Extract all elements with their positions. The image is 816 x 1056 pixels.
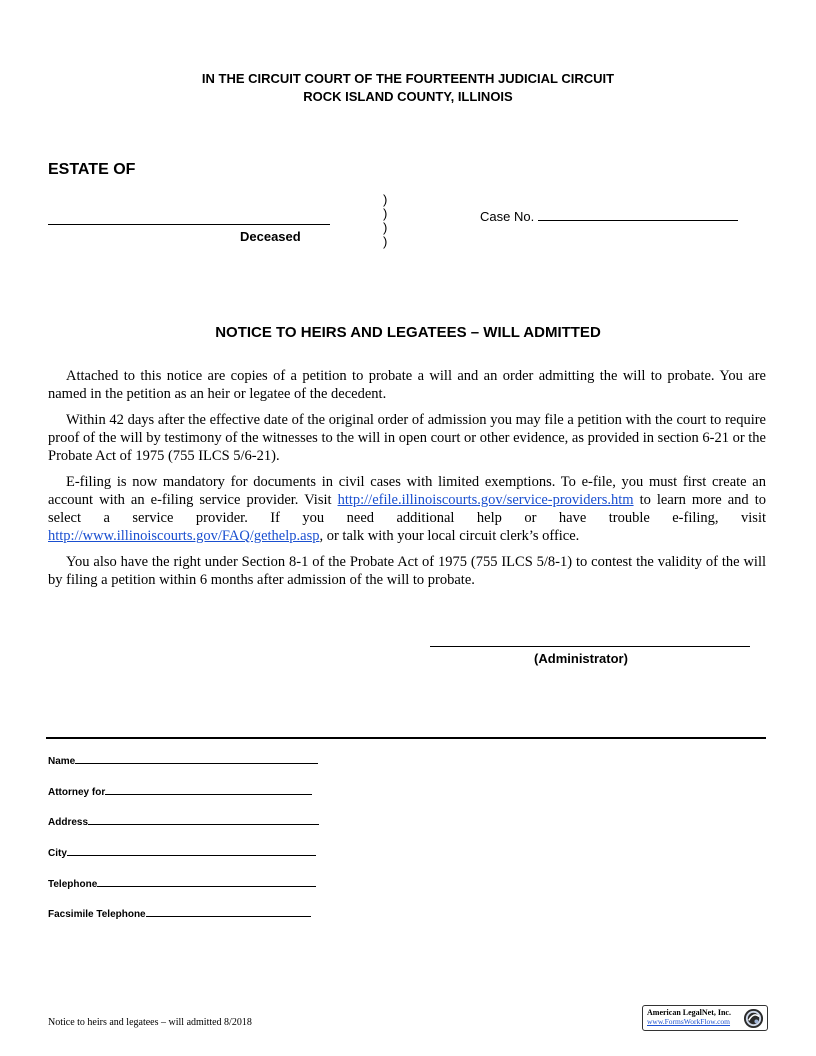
estate-of-label: ESTATE OF	[48, 161, 136, 178]
paragraph-within-42-days: Within 42 days after the effective date of the original order of admission you may file a petition with the court to require proof of the will by testimony of the witnesses to the will in open court or other evidence, as provided in section 6-21 or the Probate Act of 1975 (755 ILCS 5/6-21).	[48, 412, 766, 464]
attorney-for-label: Attorney for	[48, 787, 106, 798]
city-input[interactable]	[67, 846, 316, 856]
city-field-row	[48, 846, 316, 859]
paren: )	[383, 206, 388, 221]
globe-icon	[743, 1008, 764, 1029]
facsimile-label: Facsimile Telephone	[48, 909, 146, 920]
logo-company-name: American LegalNet, Inc.	[647, 1008, 731, 1017]
efiling-text-b: to learn more and to select a service provider. If you need additional help or have trouble e-filing, visit	[48, 492, 766, 526]
attorney-for-field-row	[48, 785, 312, 798]
telephone-input[interactable]	[97, 877, 316, 887]
address-field-row	[48, 815, 319, 828]
paren: )	[383, 220, 388, 235]
paragraph-attached: Attached to this notice are copies of a petition to probate a will and an order admitting the will to probate. You are named in the petition as an heir or legatee of the decedent.	[48, 368, 766, 402]
court-header	[0, 70, 816, 106]
notice-body	[48, 367, 766, 597]
name-field-row	[48, 754, 318, 767]
telephone-label: Telephone	[48, 879, 98, 890]
case-number-label: Case No.	[480, 209, 535, 224]
address-label: Address	[48, 817, 89, 828]
facsimile-field-row	[48, 907, 311, 920]
attorney-for-input[interactable]	[105, 785, 312, 795]
decedent-name-field[interactable]	[48, 207, 330, 225]
county-name: ROCK ISLAND COUNTY, ILLINOIS	[303, 89, 513, 104]
service-providers-link[interactable]: http://efile.illinoiscourts.gov/service-providers.htm	[337, 492, 634, 508]
paragraph-e-filing	[48, 473, 766, 545]
divider	[46, 737, 766, 739]
city-label: City	[48, 848, 67, 859]
address-input[interactable]	[88, 815, 319, 825]
administrator-label: (Administrator)	[534, 651, 628, 666]
facsimile-input[interactable]	[146, 907, 311, 917]
paragraph-contest-right: You also have the right under Section 8-1 of the Probate Act of 1975 (755 ILCS 5/8-1) to contest the validity of the will by filing a petition within 6 months after admission of the will to probate.	[48, 554, 766, 588]
telephone-field-row	[48, 877, 316, 890]
efiling-text-a: E-filing is now mandatory for documents in civil cases with limited exemptions. To e-file, you must first create an account with an e-filing service provider. Visit	[48, 474, 766, 508]
paren: )	[383, 192, 388, 207]
paren: )	[383, 234, 388, 249]
logo-url[interactable]: www.FormsWorkFlow.com	[647, 1017, 731, 1026]
caption-parentheses	[383, 193, 387, 249]
case-number-field[interactable]	[538, 209, 738, 221]
court-name: IN THE CIRCUIT COURT OF THE FOURTEENTH JUDICIAL CIRCUIT	[201, 71, 615, 86]
administrator-signature-field[interactable]	[430, 635, 750, 647]
case-number	[480, 209, 738, 224]
name-input[interactable]	[75, 754, 318, 764]
efiling-text-c: , or talk with your local circuit clerk’s office.	[319, 528, 580, 544]
form-footer-note: Notice to heirs and legatees – will admitted 8/2018	[48, 1017, 252, 1028]
get-help-link[interactable]: http://www.illinoiscourts.gov/FAQ/gethelp.asp	[48, 528, 320, 544]
notice-title: NOTICE TO HEIRS AND LEGATEES – WILL ADMITTED	[215, 324, 601, 341]
deceased-label: Deceased	[240, 229, 301, 244]
american-legalnet-logo[interactable]	[642, 1005, 768, 1031]
name-label: Name	[48, 756, 76, 767]
